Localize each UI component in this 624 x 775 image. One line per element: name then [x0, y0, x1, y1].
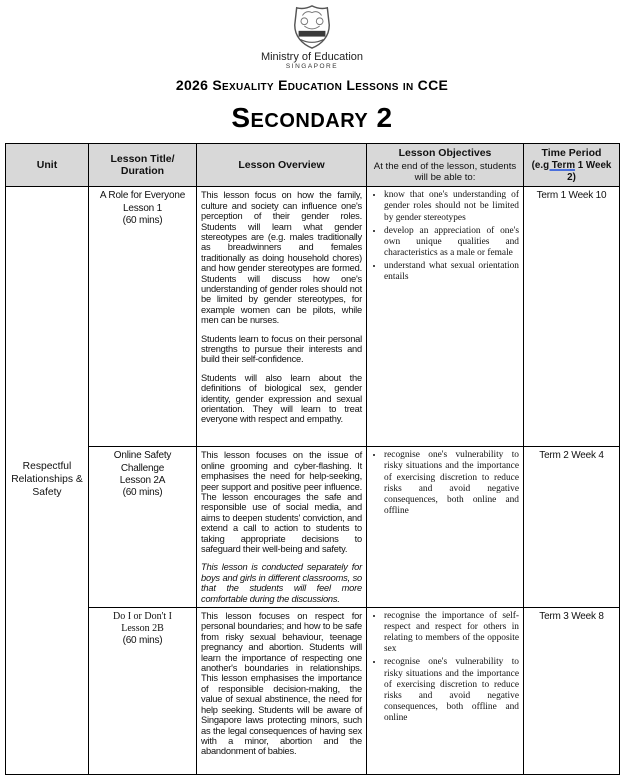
time-period-header-example [526, 160, 617, 183]
objective-item: • understand what sexual orientation entails [384, 261, 519, 283]
objective-item: • develop an appreciation of one's own unique qualities and characteristics as a male or female [384, 226, 519, 259]
col-header-lesson-overview: Lesson Overview [197, 143, 367, 186]
col-header-lesson-objectives [367, 143, 524, 186]
ministry-name: Ministry of Education [260, 51, 364, 63]
time-example-underlined: g Term [543, 160, 576, 172]
lesson-objectives-cell [367, 608, 524, 775]
time-example-pre: (e. [531, 160, 544, 172]
overview-paragraph: Students will also learn about the definitions of biological sex, gender identity, gender expression and sexual orientation. They will learn to treat everyone with respect and empathy. [201, 372, 362, 425]
lesson-duration: (60 mins) [122, 635, 163, 647]
objectives-header-label: Lesson Objectives [398, 147, 492, 160]
time-period-cell: Term 2 Week 4 [524, 447, 620, 608]
lesson-duration: (60 mins) [122, 214, 163, 226]
overview-paragraph: This lesson focuses on respect for personal boundaries; and how to be safe from risky sexual behaviour, teenage pregnancy and abortion. Students will learn the importance of respecting one another's boundaries in relationships. This lesson emphasises the importance of responsible decision-making, the value of sexual abstinence, the need for help seeking. Students will be aware of Singapore laws protecting minors, such as the legal consequences of having sex with a minor, abortion and the abandonment of babies. [201, 611, 362, 757]
lesson-number: Lesson 1 [123, 202, 162, 214]
overview-paragraph: This lesson focuses on the issue of online grooming and cyber-flashing. It emphasises the need for help-seeking, peer support and positive peer influence. The lesson encourages the safe and responsible use of social media, and aims to deepen students' conviction, and extend a call to action to students to taking appropriate decisions to safeguard their well-being and safety. [201, 450, 362, 555]
objective-item: • recognise one's vulnerability to risky situations and the importance of exercising discretion to reduce risks and avoid negative consequences, both online and offline [384, 450, 519, 517]
lesson-title-cell [89, 447, 197, 608]
col-header-unit: Unit [6, 143, 89, 186]
col-header-time-period [524, 143, 620, 186]
lesson-name: Do I or Don't I [112, 611, 172, 623]
table-header-row [6, 143, 620, 186]
lesson-title-cell [89, 187, 197, 447]
lesson-name: Online Safety Challenge [113, 450, 172, 474]
time-period-header-label: Time Period [541, 146, 602, 159]
table-row [6, 447, 620, 608]
objectives-list [371, 190, 519, 283]
lesson-overview-cell [197, 447, 367, 608]
lesson-title-cell [89, 608, 197, 775]
table-row [6, 187, 620, 447]
lesson-duration: (60 mins) [122, 486, 163, 498]
time-period-cell: Term 3 Week 8 [524, 608, 620, 775]
lessons-table [5, 143, 620, 775]
objective-item: • recognise one's vulnerability to risky situations and the importance of exercising discretion to reduce risks and avoid negative consequences, both offline and online [384, 657, 519, 724]
lesson-objectives-cell [367, 447, 524, 608]
moe-crest-icon [283, 4, 341, 50]
document-title: 2026 Sexuality Education Lessons in CCE [175, 76, 449, 93]
objectives-list [371, 611, 519, 724]
objective-item: • know that one's understanding of gender roles should not be limited by gender stereotypes [384, 190, 519, 223]
time-example-post: 1 Week 2) [567, 160, 612, 183]
lesson-number: Lesson 2A [119, 474, 166, 486]
objective-item: • recognise the importance of self-respect and respect for others in relating to members of the opposite sex [384, 611, 519, 655]
unit-cell: Respectful Relationships & Safety [6, 187, 89, 775]
lesson-number: Lesson 2B [121, 623, 164, 635]
page-title: Secondary 2 [231, 101, 393, 133]
lesson-overview-cell [197, 608, 367, 775]
lesson-overview-cell [197, 187, 367, 447]
table-row [6, 608, 620, 775]
overview-paragraph: Students learn to focus on their personal strengths to pursue their interests and build their self-confidence. [201, 333, 362, 365]
objectives-list [371, 450, 519, 517]
document-header [0, 4, 624, 134]
country-name: SINGAPORE [285, 63, 339, 71]
overview-paragraph: This lesson focus on how the family, culture and society can influence one's perception of their gender roles. Students will learn what gender stereotypes are (e.g. males traditionally as breadwinners and females traditionally as doing household chores) and how gender stereotypes are formed. Students will discuss how one's understanding of gender roles should not be limited by gender stereotypes, for example women can be pilots, while men can be nurses. [201, 190, 363, 326]
objectives-header-subtitle: At the end of the lesson, students will be able to: [373, 160, 517, 183]
time-period-cell: Term 1 Week 10 [524, 187, 620, 447]
overview-paragraph-italic: This lesson is conducted separately for boys and girls in different classrooms, so that the students will feel more comfortable during the discussions. [201, 562, 362, 604]
lesson-name: A Role for Everyone [99, 190, 186, 202]
col-header-lesson-title: Lesson Title/ Duration [89, 143, 197, 186]
lesson-objectives-cell [367, 187, 524, 447]
